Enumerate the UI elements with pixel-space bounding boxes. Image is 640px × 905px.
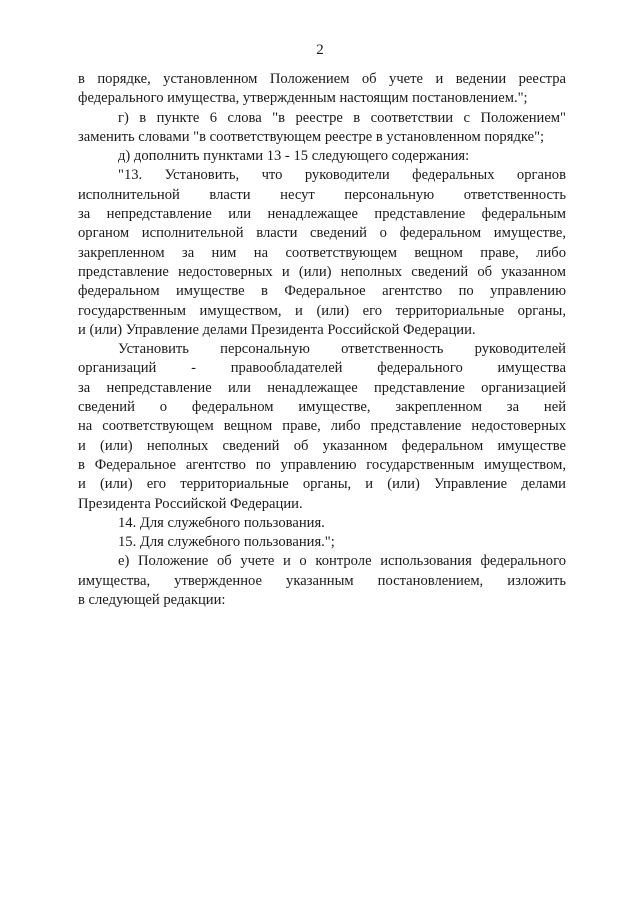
text-line: за непредставление или ненадлежащее представление федеральным [78, 206, 566, 223]
text-line: 14. Для служебного пользования. [118, 514, 325, 531]
document-body [78, 70, 566, 610]
text-line: представление недостоверных и (или) неполных сведений об указанном [78, 263, 566, 280]
text-line: федеральном имуществе в Федеральное агентство по управлению [78, 283, 566, 300]
text-line: Президента Российской Федерации. [78, 495, 303, 512]
text-line: сведений о федеральном имуществе, закрепленном за ней [78, 399, 566, 416]
text-line: государственным имуществом, и (или) его территориальные органы, [78, 302, 566, 319]
text-line: 15. Для служебного пользования."; [118, 534, 335, 551]
text-line: "13. Установить, что руководители федеральных органов [118, 167, 566, 184]
text-line: Установить персональную ответственность руководителей [118, 341, 566, 358]
text-line: органом исполнительной власти сведений о федеральном имуществе, [78, 225, 566, 242]
text-line: заменить словами "в соответствующем реестре в установленном порядке"; [78, 128, 545, 145]
page-number: 2 [316, 42, 324, 58]
text-line: в следующей редакции: [78, 592, 226, 609]
text-line: и (или) его территориальные органы, и (или) Управление делами [78, 476, 566, 493]
text-line: за непредставление или ненадлежащее представление организацией [78, 379, 566, 396]
text-line: в порядке, установленном Положением об учете и ведении реестра [78, 71, 566, 87]
text-line: е) Положение об учете и о контроле использования федерального [118, 553, 566, 570]
text-line: и (или) неполных сведений об указанном федеральном имуществе [78, 437, 566, 454]
text-line: исполнительной власти несут персональную ответственность [78, 186, 566, 203]
text-line: имущества, утвержденное указанным постановлением, изложить [78, 572, 566, 589]
text-line: г) в пункте 6 слова "в реестре в соответствии с Положением" [118, 109, 566, 126]
text-line: в Федеральное агентство по управлению государственным имуществом, [78, 456, 566, 473]
text-line: д) дополнить пунктами 13 - 15 следующего содержания: [118, 148, 470, 165]
text-line: на соответствующем вещном праве, либо представление недостоверных [78, 418, 566, 435]
text-line: и (или) Управление делами Президента Российской Федерации. [78, 321, 476, 338]
text-line: организаций - правообладателей федерального имущества [78, 360, 566, 377]
text-line: федерального имущества, утвержденным настоящим постановлением."; [78, 90, 528, 107]
text-line: закрепленном за ним на соответствующем вещном праве, либо [78, 244, 566, 261]
